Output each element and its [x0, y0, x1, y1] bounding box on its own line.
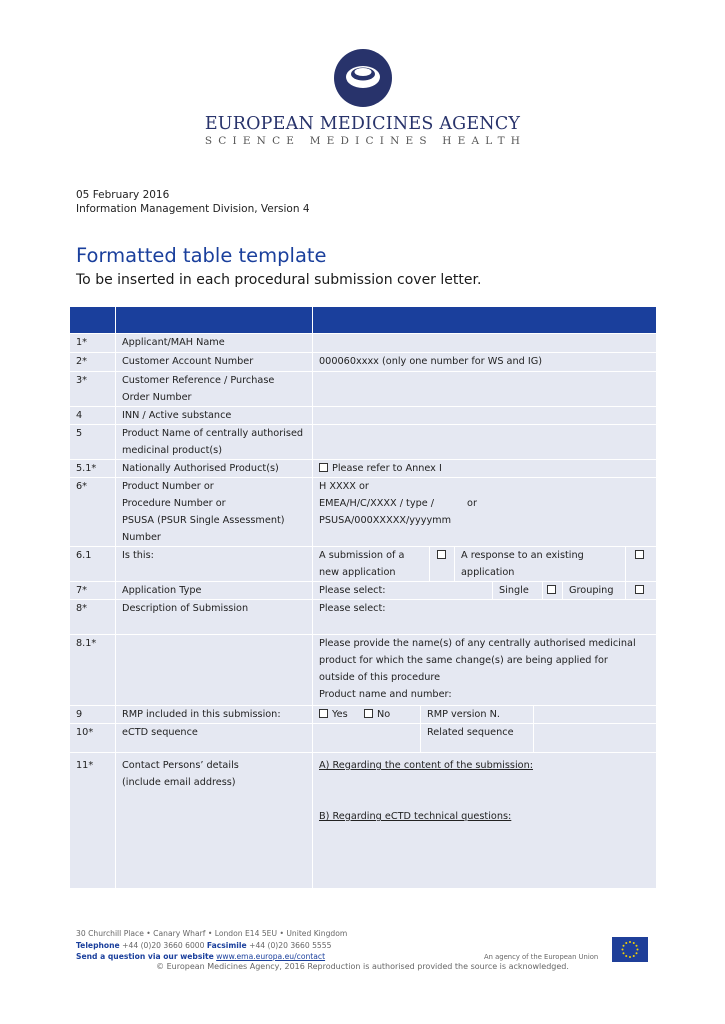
- contact-ectd-heading: B) Regarding eCTD technical questions:: [319, 811, 512, 822]
- row-number: 3*: [76, 375, 88, 386]
- page-subtitle: To be inserted in each procedural submission cover letter.: [76, 272, 482, 288]
- response-checkbox[interactable]: [635, 550, 644, 559]
- procedure-number-text: EMEA/H/C/XXXX / type /: [319, 498, 435, 509]
- table-row: [70, 459, 656, 477]
- ectd-sequence-field[interactable]: [319, 724, 419, 752]
- related-products-line: product for which the same change(s) are being applied for: [319, 655, 608, 666]
- telephone-number: +44 (0)20 3660 6000: [122, 940, 205, 950]
- new-application-checkbox[interactable]: [437, 550, 446, 559]
- page-title: Formatted table template: [76, 244, 327, 267]
- inn-field[interactable]: [319, 407, 649, 424]
- footer-address: 30 Churchill Place • Canary Wharf • London E14 5EU • United Kingdom: [76, 929, 348, 938]
- response-line: application: [461, 567, 515, 578]
- or-text: or: [467, 498, 477, 509]
- row-label-line: PSUSA (PSUR Single Assessment): [122, 515, 285, 526]
- product-number-hint: H XXXX or: [319, 481, 369, 492]
- rmp-yes-option: [319, 706, 348, 723]
- rmp-yes-label: Yes: [332, 709, 348, 720]
- applicant-name-field[interactable]: [319, 334, 649, 352]
- single-label: Single: [499, 585, 529, 596]
- row-label: Customer Account Number: [122, 356, 254, 367]
- row-label-line: medicinal product(s): [122, 445, 222, 456]
- new-application-line: new application: [319, 567, 396, 578]
- row-label: RMP included in this submission:: [122, 709, 281, 720]
- related-sequence-label: Related sequence: [427, 727, 514, 738]
- footer-contact: [76, 951, 347, 963]
- response-option: [635, 547, 648, 564]
- response-line: A response to an existing: [461, 550, 584, 561]
- new-application-option: [437, 547, 450, 564]
- row-number: 9: [76, 709, 83, 720]
- logo-tagline: SCIENCE MEDICINES HEALTH: [204, 135, 527, 147]
- row-label: [122, 372, 274, 406]
- related-sequence-field[interactable]: [540, 724, 650, 752]
- row-number: 8*: [76, 603, 88, 614]
- contact-content-heading: A) Regarding the content of the submission:: [319, 760, 533, 771]
- row-label-line: Number: [122, 532, 161, 543]
- rmp-version-field[interactable]: [540, 706, 650, 723]
- table-row: [70, 599, 656, 634]
- table-row: [70, 352, 656, 371]
- row-label: Applicant/MAH Name: [122, 337, 225, 348]
- row-label: [122, 757, 239, 791]
- ema-emblem-icon: [333, 48, 393, 108]
- row-number: 5.1*: [76, 463, 97, 474]
- single-option: [547, 582, 560, 599]
- row-number: 11*: [76, 760, 94, 771]
- document-date: 05 February 2016: [76, 189, 170, 201]
- rmp-yes-checkbox[interactable]: [319, 709, 328, 718]
- table-row: [70, 752, 656, 888]
- related-products-field[interactable]: [319, 635, 636, 703]
- ema-logo: [0, 48, 725, 147]
- row-label-line: (include email address): [122, 777, 236, 788]
- product-name-number-label: Product name and number:: [319, 689, 452, 700]
- new-application-line: A submission of a: [319, 550, 405, 561]
- table-row: [70, 406, 656, 424]
- annex-checkbox[interactable]: [319, 463, 328, 472]
- psusa-number-hint: PSUSA/000XXXXX/yyyymm: [319, 515, 452, 526]
- facsimile-number: +44 (0)20 3660 5555: [249, 940, 332, 950]
- customer-reference-field[interactable]: [319, 372, 649, 405]
- table-row: [70, 477, 656, 546]
- eu-agency-label: An agency of the European Union: [484, 953, 599, 961]
- row-label-line: Order Number: [122, 392, 192, 403]
- logo-name: EUROPEAN MEDICINES AGENCY: [204, 114, 521, 134]
- row-label: Is this:: [122, 550, 154, 561]
- row-label: Nationally Authorised Product(s): [122, 463, 279, 474]
- row-number: 1*: [76, 337, 88, 348]
- table-row: [70, 546, 656, 581]
- row-number: 4: [76, 410, 83, 421]
- row-label-line: Procedure Number or: [122, 498, 226, 509]
- table-row: [70, 705, 656, 723]
- submission-table: [70, 307, 656, 888]
- facsimile-label: Facsimile: [206, 940, 247, 950]
- row-label-line: Product Number or: [122, 481, 214, 492]
- table-header: [70, 307, 656, 333]
- row-label: INN / Active substance: [122, 410, 232, 421]
- new-application-label: [319, 547, 404, 581]
- customer-account-field[interactable]: 000060xxxx (only one number for WS and IG): [319, 356, 542, 367]
- row-number: 8.1*: [76, 638, 97, 649]
- row-number: 2*: [76, 356, 88, 367]
- table-row: [70, 333, 656, 352]
- document-meta: [76, 189, 310, 216]
- annex-label: Please refer to Annex I: [332, 463, 442, 474]
- product-name-field[interactable]: [319, 425, 649, 458]
- table-row: [70, 424, 656, 459]
- row-number: 5: [76, 428, 83, 439]
- row-number: 6*: [76, 481, 88, 492]
- question-label: Send a question via our website: [76, 952, 214, 961]
- response-label: [461, 547, 584, 581]
- table-row: [70, 723, 656, 752]
- footer: [76, 928, 347, 963]
- row-label-line: Customer Reference / Purchase: [122, 375, 275, 386]
- row-number: 7*: [76, 585, 88, 596]
- row-label: [122, 425, 303, 459]
- annex-option: [319, 460, 442, 477]
- rmp-no-checkbox[interactable]: [364, 709, 373, 718]
- table-row: [70, 634, 656, 705]
- row-label: Application Type: [122, 585, 202, 596]
- row-number: 10*: [76, 727, 94, 738]
- grouping-label: Grouping: [569, 585, 614, 596]
- row-label-line: Contact Persons’ details: [122, 760, 239, 771]
- copyright: © European Medicines Agency, 2016 Reproduction is authorised provided the source is acknowledged.: [156, 962, 569, 971]
- footer-phone: [76, 940, 347, 952]
- contact-link[interactable]: www.ema.europa.eu/contact: [216, 952, 326, 961]
- rmp-no-option: [364, 706, 390, 723]
- rmp-version-label: RMP version N.: [427, 709, 500, 720]
- telephone-label: Telephone: [76, 940, 120, 950]
- row-label: eCTD sequence: [122, 727, 198, 738]
- table-row: [70, 581, 656, 599]
- description-select[interactable]: Please select:: [319, 603, 386, 614]
- grouping-checkbox[interactable]: [635, 585, 644, 594]
- related-products-line: Please provide the name(s) of any centrally authorised medicinal: [319, 638, 636, 649]
- row-label-line: Product Name of centrally authorised: [122, 428, 304, 439]
- procedure-number-field[interactable]: [319, 478, 477, 529]
- row-label: Description of Submission: [122, 603, 249, 614]
- related-products-line: outside of this procedure: [319, 672, 441, 683]
- single-checkbox[interactable]: [547, 585, 556, 594]
- grouping-option: [635, 582, 648, 599]
- rmp-no-label: No: [377, 709, 391, 720]
- document-division: Information Management Division, Version 4: [76, 202, 310, 215]
- eu-flag-icon: [612, 937, 648, 962]
- row-label: [122, 478, 285, 546]
- row-number: 6.1: [76, 550, 92, 561]
- procedure-number-hint: [319, 495, 477, 512]
- application-type-select[interactable]: Please select:: [319, 585, 386, 596]
- table-row: [70, 371, 656, 406]
